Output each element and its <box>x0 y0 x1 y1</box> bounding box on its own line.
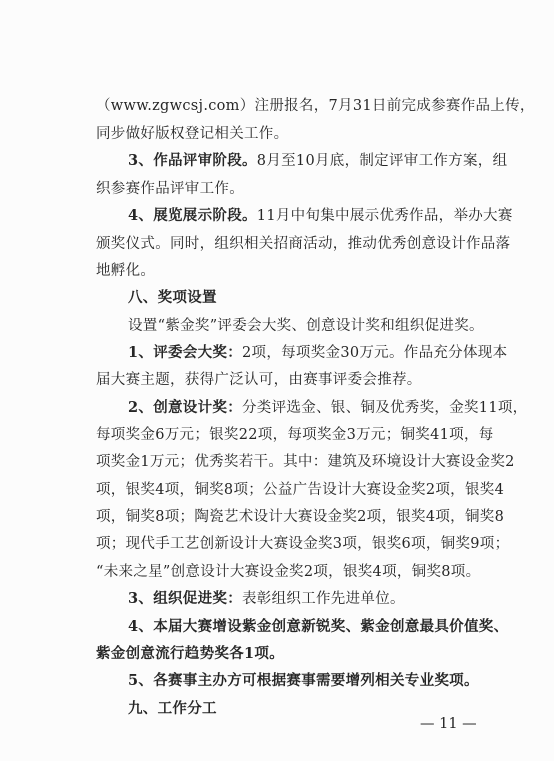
text-line: 4、本届大赛增设紫金创意新锐奖、紫金创意最具价值奖、 <box>128 618 509 635</box>
text-line: 2、创意设计奖：分类评选金、银、铜及优秀奖，金奖11项， <box>128 399 528 416</box>
text-line: 每项奖金6万元；银奖22项，每项奖金3万元；铜奖41项，每 <box>96 427 494 443</box>
text-line: 织参赛作品评审工作。 <box>96 181 244 197</box>
section-heading: 九、工作分工 <box>128 700 217 717</box>
section-heading: 八、奖项设置 <box>128 289 217 306</box>
text-line: 项；现代手工艺创新设计大赛设金奖3项，银奖6项，铜奖9项； <box>96 536 510 552</box>
text-line: 项，银奖4项，铜奖8项；公益广告设计大赛设金奖2项，银奖4 <box>96 482 505 498</box>
text-line: 5、各赛事主办方可根据赛事需要增列相关专业奖项。 <box>128 672 479 689</box>
text-line: 3、作品评审阶段。8月至10月底，制定评审工作方案，组 <box>128 152 508 169</box>
text-line: 届大赛主题，获得广泛认可，由赛事评委会推荐。 <box>96 372 422 388</box>
text-line: 设置“紫金奖”评委会大奖、创意设计奖和组织促进奖。 <box>128 318 484 334</box>
text-line: 3、组织促进奖：表彰组织工作先进单位。 <box>128 590 405 607</box>
text-line: 紫金创意流行趋势奖各1项。 <box>96 645 284 662</box>
section-lead: 3、作品评审阶段。 <box>128 152 257 169</box>
section-lead: 2、创意设计奖： <box>128 399 242 416</box>
text-line: 颁奖仪式。同时，组织相关招商活动，推动优秀创意设计作品落 <box>96 236 511 252</box>
text-line: 4、展览展示阶段。11月中旬集中展示优秀作品，举办大赛 <box>128 207 513 224</box>
text-line: （www.zgwcsj.com）注册报名，7月31日前完成参赛作品上传， <box>96 98 535 114</box>
section-lead: 1、评委会大奖： <box>128 344 242 361</box>
text-line: 1、评委会大奖：2项，每项奖金30万元。作品充分体现本 <box>128 344 508 361</box>
section-lead: 4、展览展示阶段。 <box>128 207 257 224</box>
text-line: 项，铜奖8项；陶瓷艺术设计大赛设金奖2项，银奖4项，铜奖8 <box>96 509 505 525</box>
text-line: 项奖金1万元；优秀奖若干。其中：建筑及环境设计大赛设金奖2 <box>96 454 515 470</box>
section-lead: 3、组织促进奖： <box>128 590 242 607</box>
text-line: “未来之星”创意设计大赛设金奖2项，银奖4项，铜奖8项。 <box>96 564 481 580</box>
text-line: 同步做好版权登记相关工作。 <box>96 126 289 142</box>
page-number: — 11 — <box>420 716 477 732</box>
text-line: 地孵化。 <box>96 263 156 279</box>
